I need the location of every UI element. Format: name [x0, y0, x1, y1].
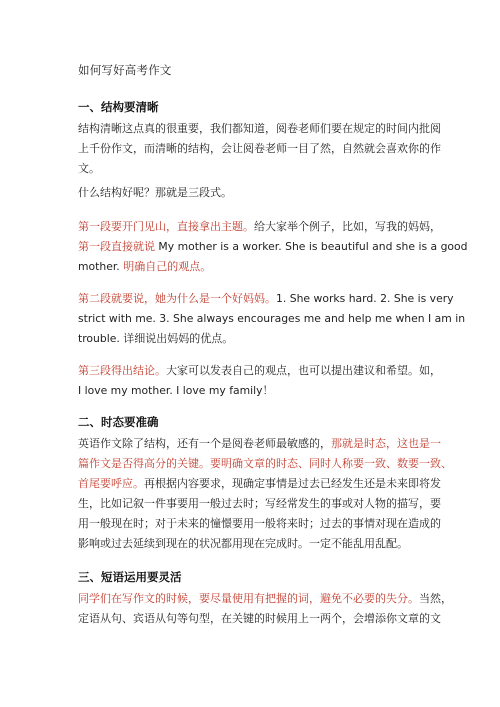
text-line — [78, 237, 468, 257]
paragraph-phrases — [78, 589, 452, 629]
highlight-text: 首尾要呼应。 — [78, 477, 144, 490]
text-line: 上千份作文，而清晰的结构，会让阅卷老师一目了然，自然就会喜欢你的作 — [78, 142, 441, 155]
section-heading-phrases: 三、短语运用要灵活 — [78, 570, 182, 584]
paragraph-second-part — [78, 289, 466, 349]
english-text: My mother is a worker. She is beautiful and she is a good — [155, 240, 468, 253]
text-line: 生，比如记叙一件事要用一般过去时；写经常发生的事或对人物的描写，要 — [78, 497, 441, 510]
highlight-text: 同学们在写作文的时候，要尽量使用有把握的词，避免不必要的失分。 — [78, 592, 419, 605]
english-text: trouble. — [78, 332, 120, 345]
english-text: 1. She works hard. 2. She is very — [276, 292, 454, 305]
english-text: I love my mother. I love my family！ — [78, 384, 274, 397]
text-line: 用一般现在时；对于未来的憧憬要用一般将来时；过去的事情对现在造成的 — [78, 517, 441, 530]
text-line — [78, 329, 424, 349]
document-title: 如何写好高考作文 — [78, 63, 172, 77]
highlight-text: 第一段直接就说 — [78, 240, 155, 253]
text-line — [78, 361, 441, 381]
highlight-text: 明确自己的观点。 — [119, 260, 212, 273]
paragraph-first-part — [78, 217, 468, 277]
highlight-text: 那就是时态，这也是一 — [331, 437, 441, 450]
text-line: 结构清晰这点真的很重要，我们都知道，阅卷老师们要在规定的时间内批阅 — [78, 122, 441, 135]
section-heading-tense: 二、时态要准确 — [78, 415, 159, 429]
text-line: 影响或过去延续到现在的状况都用现在完成时。一定不能乱用乱配。 — [78, 537, 408, 550]
section-heading-structure: 一、结构要清晰 — [78, 100, 159, 114]
english-text: strict with me. 3. She always encourages me and help me when I am in — [78, 312, 466, 325]
body-text: 大家可以发表自己的观点，也可以提出建议和希望。如， — [166, 364, 441, 377]
text-line: 文。 — [78, 162, 100, 175]
body-text: 给大家举个例子，比如，写我的妈妈， — [254, 220, 441, 233]
paragraph-three-part — [78, 183, 424, 203]
text-line — [78, 589, 452, 609]
body-text: 当然， — [419, 592, 452, 605]
text-line: 什么结构好呢？那就是三段式。 — [78, 186, 232, 199]
body-text: 再根据内容要求，现确定事情是过去已经发生还是未来即将发 — [144, 477, 441, 490]
paragraph-third-part — [78, 361, 441, 401]
text-line — [78, 289, 454, 309]
english-text: mother. — [78, 260, 120, 273]
highlight-text: 第一段要开门见山，直接拿出主题。 — [78, 220, 254, 233]
highlight-text: 篇作文是否得高分的关键。要明确文章的时态、同时人称要一致、数要一致、 — [78, 457, 452, 470]
text-line — [78, 257, 424, 277]
highlight-text: 第三段得出结论。 — [78, 364, 166, 377]
paragraph-tense — [78, 434, 452, 554]
body-text: 英语作文除了结构，还有一个是阅卷老师最敏感的， — [78, 437, 331, 450]
paragraph-structure-intro — [78, 119, 441, 179]
text-line — [78, 217, 441, 237]
highlight-text: 第二段就要说，她为什么是一个好妈妈。 — [78, 292, 276, 305]
body-text: 详细说出妈妈的优点。 — [119, 332, 234, 345]
text-line — [78, 434, 441, 454]
text-line — [78, 474, 441, 494]
text-line: 定语从句、宾语从句等句型，在关键的时候用上一两个，会增添你文章的文 — [78, 612, 441, 625]
